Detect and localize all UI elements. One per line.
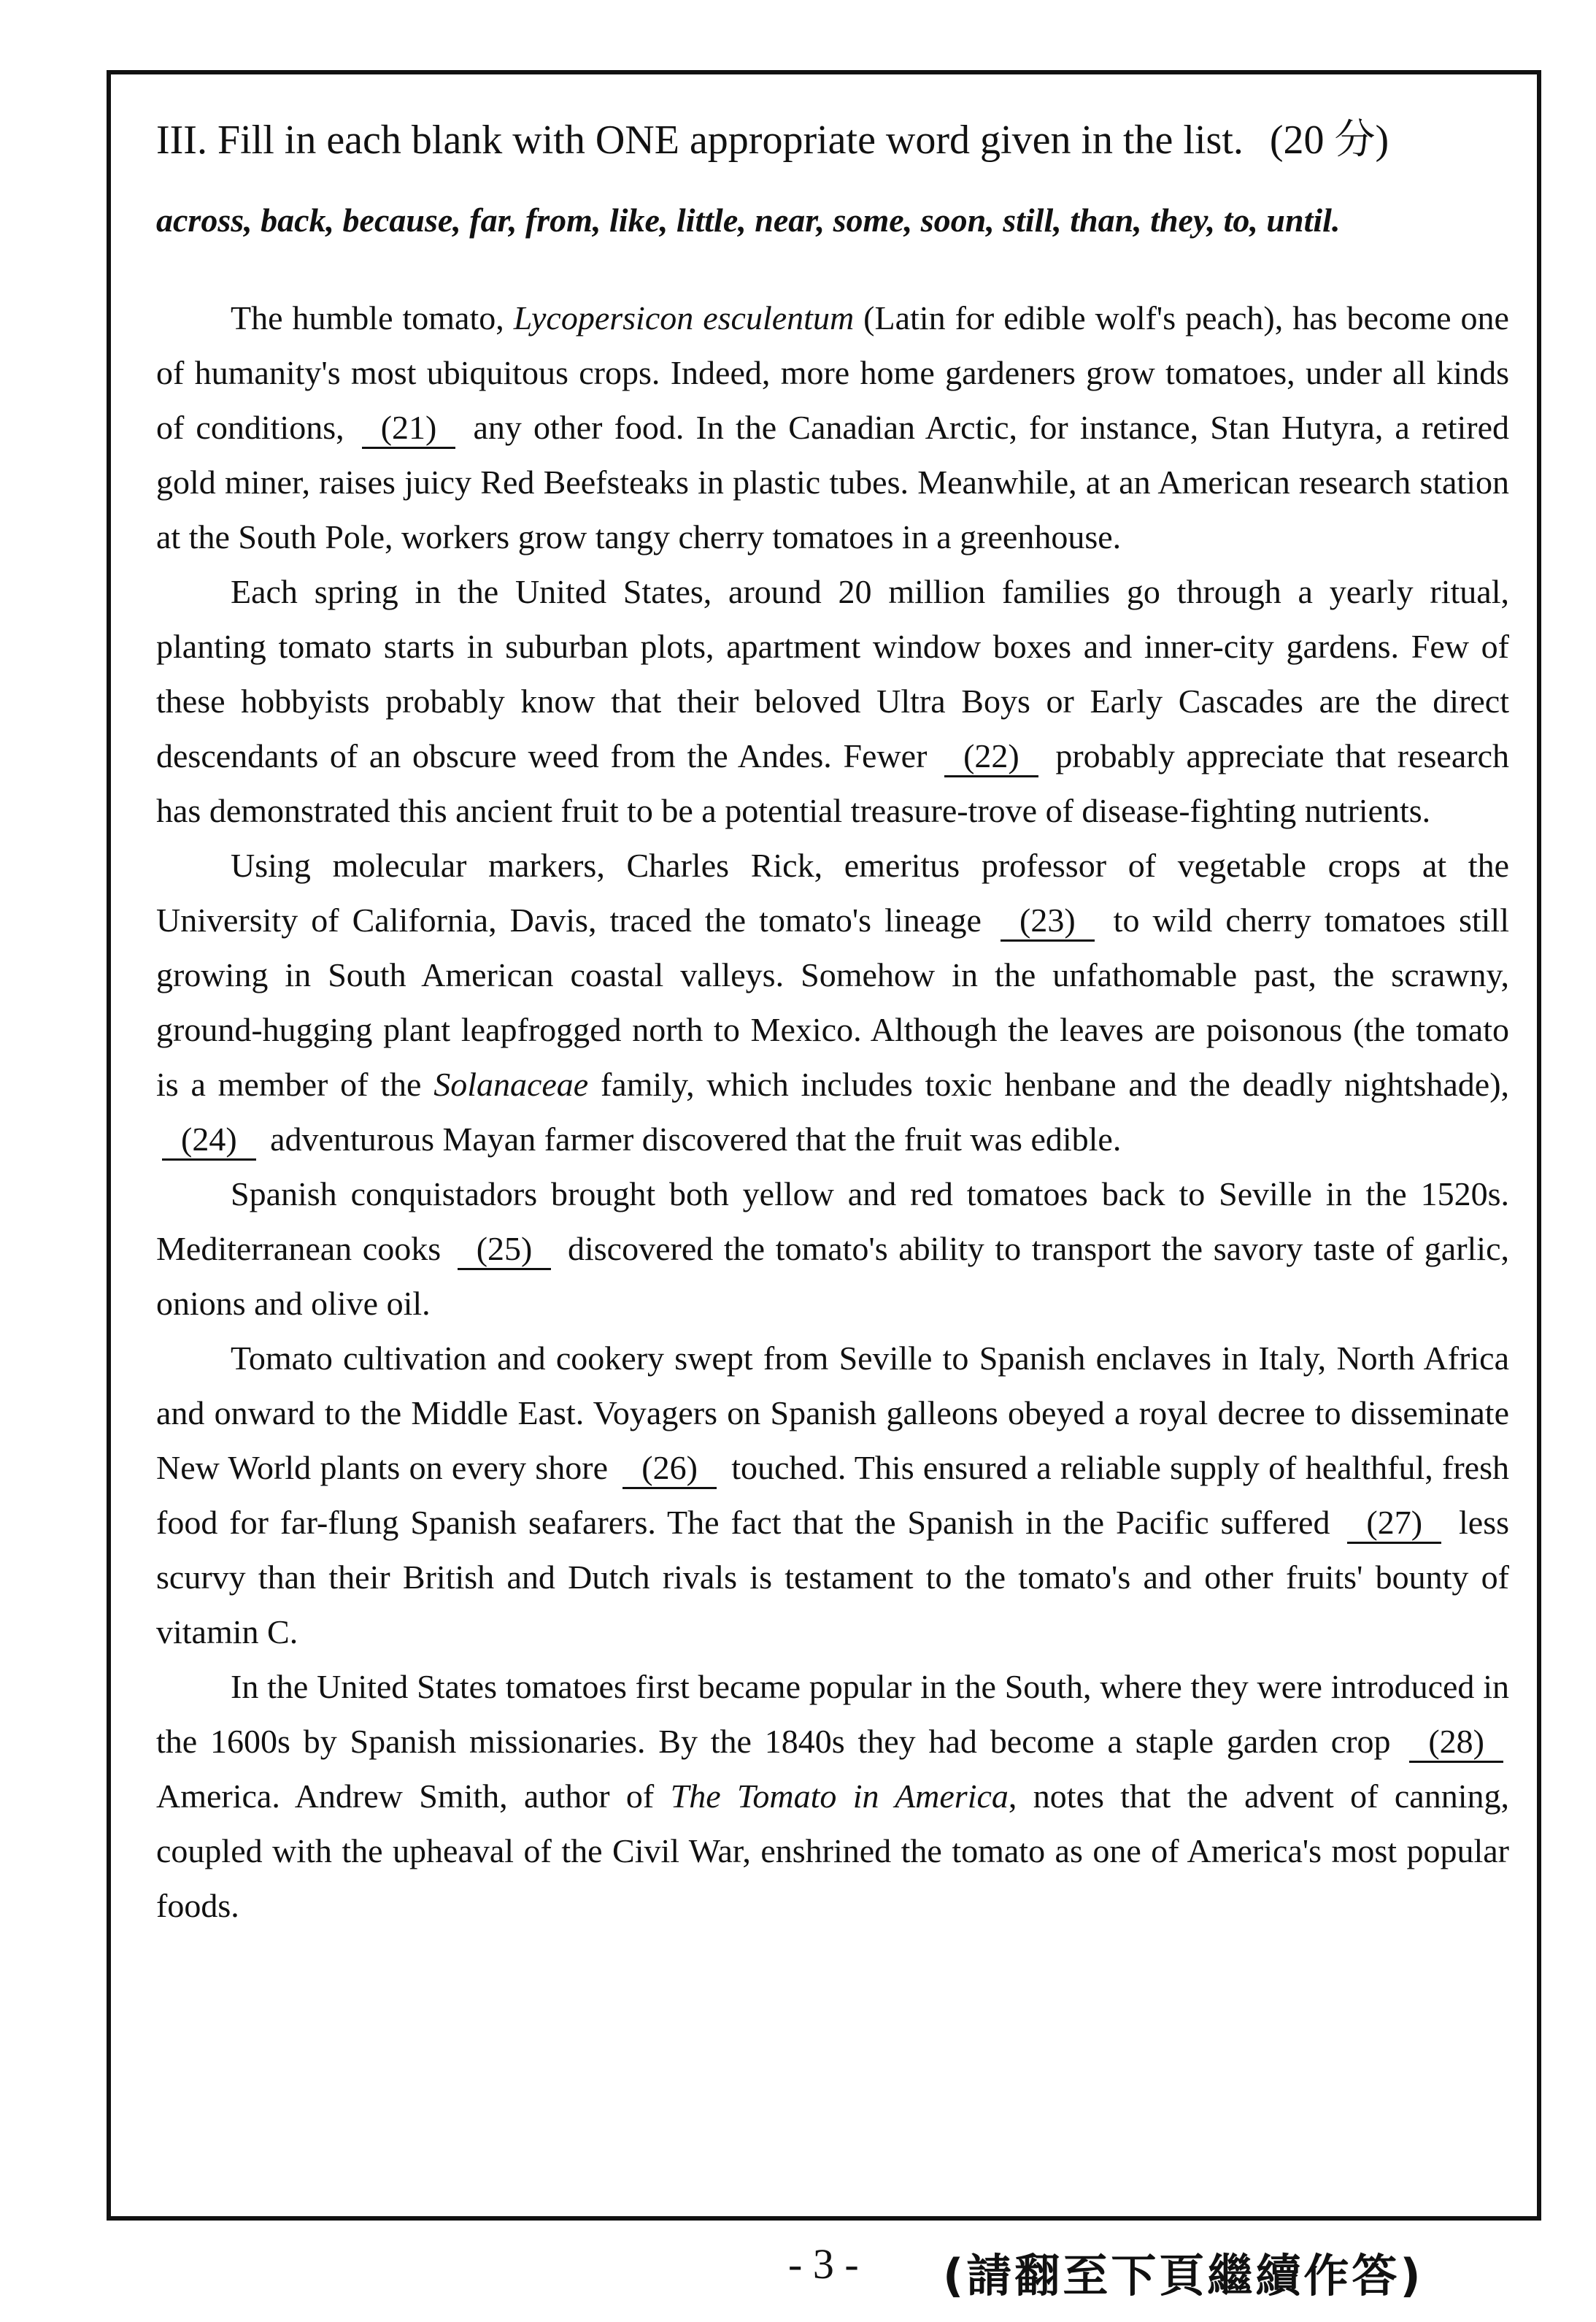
paragraph-2: [156, 564, 1509, 838]
paragraph-4: [156, 1166, 1509, 1331]
paragraph-text: (Latin for edible wolf's peach), has become one of humanity's most ubiquitous crops. Indeed, more home gardeners grow tomatoes, under all kinds of conditions,: [156, 299, 1509, 446]
paragraph-text: family, which includes toxic henbane and the deadly nightshade),: [588, 1066, 1510, 1103]
paragraph-text: to wild cherry tomatoes still growing in South American coastal valleys. Somehow in the unfathomable past, the scrawny, ground-hugging plant leapfrogged north to Mexico. Although the leaves are poisonous (the tomato is a member of the: [156, 901, 1509, 1103]
paragraph-text: probably appreciate that research has demonstrated this ancient fruit to be a potential treasure-trove of disease-fighting nutrients.: [156, 737, 1509, 829]
paragraph-text: adventurous Mayan farmer discovered that the fruit was edible.: [261, 1120, 1122, 1158]
latin-name: Lycopersicon esculentum: [513, 299, 855, 337]
blank-25[interactable]: (25): [458, 1230, 552, 1270]
paragraph-text: In the United States tomatoes first became popular in the South, where they were introduced in the 1600s by Spanish missionaries. By the 1840s they had become a staple garden crop: [156, 1668, 1509, 1760]
blank-27[interactable]: (27): [1347, 1504, 1441, 1544]
paragraph-text: Using molecular markers, Charles Rick, emeritus professor of vegetable crops at the University of California, Davis, traced the tomato's lineage: [156, 847, 1509, 939]
book-title: The Tomato in America: [670, 1777, 1009, 1815]
paragraph-text: less scurvy than their British and Dutch rivals is testament to the tomato's and other fruits' bounty of vitamin C.: [156, 1504, 1510, 1650]
section-points: (20 分): [1269, 118, 1389, 163]
paragraph-text: Each spring in the United States, around 20 million families go through a yearly ritual, planting tomato starts in suburban plots, apartment window boxes and inner-city gardens. Few of these hobbyists probably know that their beloved Ultra Boys or Early Cascades are the direct descendants of an obscure weed from the Andes. Fewer: [156, 573, 1509, 774]
continue-note: (請翻至下頁繼續作答): [943, 2249, 1424, 2302]
question-content: [156, 112, 1509, 1933]
paragraph-text: The humble tomato,: [231, 299, 514, 337]
section-title: III. Fill in each blank with ONE appropriate word given in the list.: [156, 118, 1244, 163]
blank-26[interactable]: (26): [622, 1449, 717, 1489]
section-heading: [156, 112, 1509, 168]
family-name: Solanaceae: [433, 1066, 589, 1103]
page-number: - 3 -: [788, 2240, 859, 2288]
blank-23[interactable]: (23): [1001, 901, 1095, 942]
paragraph-6: [156, 1659, 1509, 1933]
paragraph-text: touched. This ensured a reliable supply of healthful, fresh food for far-flung Spanish seafarers. The fact that the Spanish in the Pacific suffered: [156, 1449, 1509, 1541]
paragraph-text: discovered the tomato's ability to transport the savory taste of garlic, onions and olive oil.: [156, 1230, 1509, 1322]
paragraph-5: [156, 1331, 1509, 1659]
paragraph-3: [156, 838, 1509, 1166]
paragraph-text: Spanish conquistadors brought both yellow and red tomatoes back to Seville in the 1520s. Mediterranean cooks: [156, 1175, 1509, 1267]
question-frame: [107, 70, 1541, 2221]
reading-passage: [156, 291, 1509, 1933]
blank-24[interactable]: (24): [162, 1120, 256, 1161]
paragraph-1: [156, 291, 1509, 564]
blank-28[interactable]: (28): [1409, 1723, 1503, 1763]
paragraph-text: Tomato cultivation and cookery swept from Seville to Spanish enclaves in Italy, North Africa and onward to the Middle East. Voyagers on Spanish galleons obeyed a royal decree to disseminate New World plants on every shore: [156, 1339, 1509, 1486]
blank-22[interactable]: (22): [944, 737, 1038, 777]
paragraph-text: any other food. In the Canadian Arctic, for instance, Stan Hutyra, a retired gold miner, raises juicy Red Beefsteaks in plastic tubes. Meanwhile, at an American research station at the South Pole, workers grow tangy cherry tomatoes in a greenhouse.: [156, 409, 1509, 555]
word-list: across, back, because, far, from, like, little, near, some, soon, still, than, they, to, until.: [156, 201, 1341, 239]
blank-21[interactable]: (21): [362, 409, 456, 449]
paragraph-text: , notes that the advent of canning, coupled with the upheaval of the Civil War, enshrined the tomato as one of America's most popular foods.: [156, 1777, 1509, 1924]
page-footer: [0, 2234, 1596, 2314]
paragraph-text: America. Andrew Smith, author of: [156, 1777, 671, 1815]
